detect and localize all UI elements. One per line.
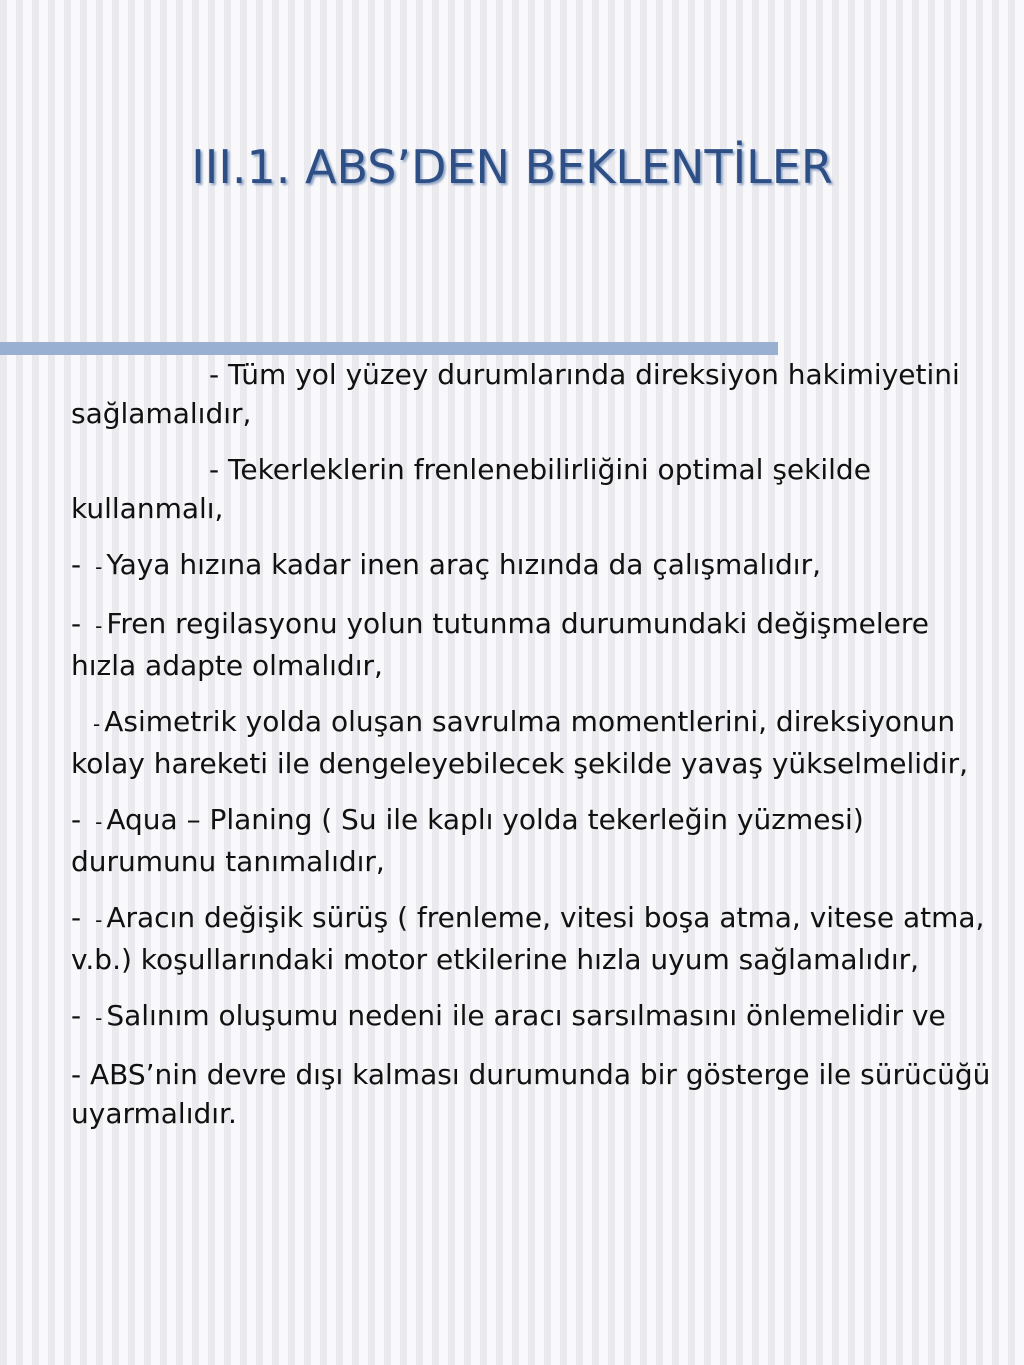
list-item [71,545,991,587]
list-item [71,800,991,881]
item-text: Aracın değişik sürüş ( frenleme, vitesi boşa atma, vitese atma, v.b.) koşullarındaki motor etkilerine hızla uyum sağlamalıdır, [71,901,985,976]
requirements-list [71,355,991,1150]
small-dash-bullet: - [95,614,103,638]
title-divider [0,342,778,355]
dash-bullet: - [71,548,82,581]
item-text: Aqua – Planing ( Su ile kaplı yolda tekerleğin yüzmesi) durumunu tanımalıdır, [71,803,864,878]
item-text: - Tekerleklerin frenlenebilirliğini optimal şekilde kullanmalı, [71,453,871,525]
dash-bullet: - [71,803,82,836]
item-text: Fren regilasyonu yolun tutunma durumundaki değişmelere hızla adapte olmalıdır, [71,607,930,682]
small-dash-bullet: - [93,712,101,736]
dash-bullet: - [71,901,82,934]
list-item [71,702,991,783]
list-item [71,604,991,685]
dash-bullet: - [71,999,82,1032]
list-item [71,996,991,1038]
dash-bullet: - [71,607,82,640]
small-dash-bullet: - [95,1006,103,1030]
item-text: Yaya hızına kadar inen araç hızında da çalışmalıdır, [106,548,821,581]
small-dash-bullet: - [95,810,103,834]
list-item [71,898,991,979]
list-item [71,450,991,528]
item-text: Asimetrik yolda oluşan savrulma momentlerini, direksiyonun kolay hareketi ile dengeleyebilecek şekilde yavaş yükselmelidir, [71,705,968,780]
list-item [71,1055,991,1133]
slide-title: III.1. ABS’DEN BEKLENTİLER [191,140,833,194]
item-text: - ABS’nin devre dışı kalması durumunda bir gösterge ile sürücüğü uyarmalıdır. [71,1058,991,1130]
item-text: - Tüm yol yüzey durumlarında direksiyon hakimiyetini sağlamalıdır, [71,358,960,430]
item-text: Salınım oluşumu nedeni ile aracı sarsılmasını önlemelidir ve [106,999,946,1032]
small-dash-bullet: - [95,555,103,579]
list-item [71,355,991,433]
small-dash-bullet: - [95,908,103,932]
